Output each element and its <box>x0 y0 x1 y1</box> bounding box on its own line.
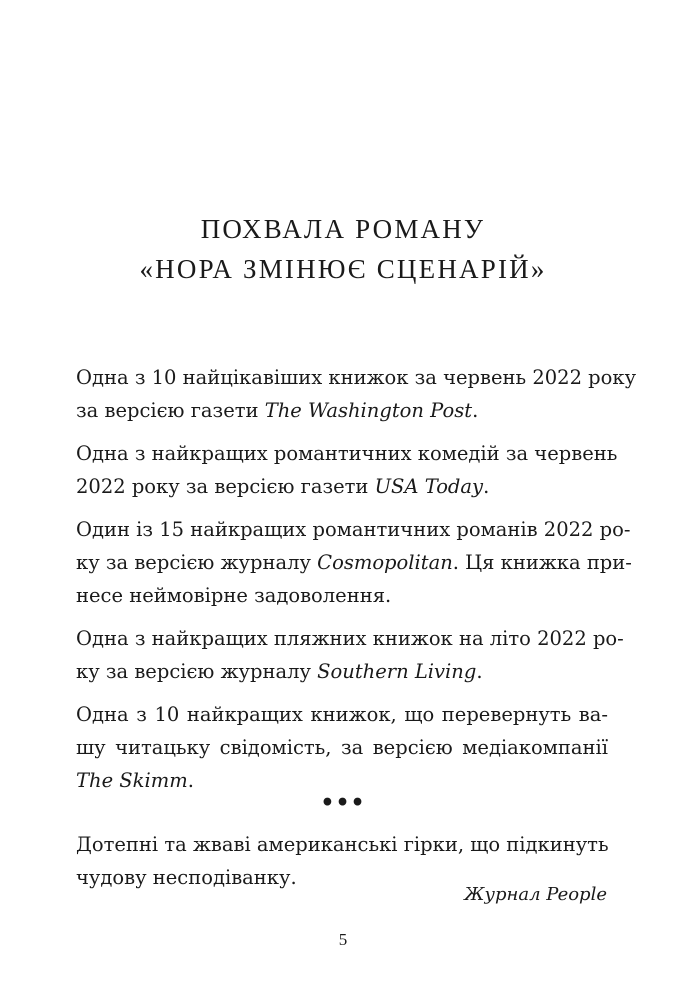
heading-line-1: ПОХВАЛА РОМАНУ <box>200 214 486 244</box>
quote-line: чудову несподіванку. <box>76 866 297 889</box>
praise-line <box>76 394 608 427</box>
praise-text: . <box>472 399 479 422</box>
praise-line: Одна з найкращих пляжних книжок на літо 2022 ро- <box>76 627 624 650</box>
praise-line: Одна з 10 найкращих книжок, що перевернуть ва- <box>76 703 608 726</box>
quote-line: Дотепні та жваві американські гірки, що підкинуть <box>76 833 609 856</box>
section-separator: ••• <box>320 790 366 816</box>
praise-text: 2022 року за версією газети <box>76 475 375 498</box>
praise-line: шу читацьку свідомість, за версією медіакомпанії <box>76 736 608 759</box>
praise-source: The Washington Post <box>264 399 473 422</box>
praise-line <box>76 546 632 579</box>
praise-item <box>76 622 624 688</box>
praise-line <box>76 470 608 503</box>
praise-item <box>76 361 637 427</box>
praise-text: . Ця книжка при- <box>452 551 632 574</box>
praise-text: . <box>476 660 483 683</box>
praise-line: Одна з 10 найцікавіших книжок за червень 2022 року <box>76 366 637 389</box>
praise-line: несе неймовірне задоволення. <box>76 584 392 607</box>
attribution-text: Журнал <box>464 884 547 905</box>
praise-line <box>76 655 608 688</box>
praise-text: ку за версією журналу <box>76 660 318 683</box>
praise-text: ку за версією журналу <box>76 551 318 574</box>
praise-source: Southern Living <box>317 660 477 683</box>
praise-item <box>76 437 618 503</box>
praise-line: Один із 15 найкращих романтичних романів 2022 ро- <box>76 518 631 541</box>
praise-text: за версією газети <box>76 399 265 422</box>
praise-text: . <box>483 475 490 498</box>
praise-source: USA Today <box>374 475 484 498</box>
praise-item <box>76 698 608 797</box>
praise-text: . <box>187 769 194 792</box>
attribution-source: People <box>546 884 607 905</box>
praise-line: Одна з найкращих романтичних комедій за червень <box>76 442 618 465</box>
praise-source: The Skimm <box>76 769 188 792</box>
quote-attribution <box>464 884 607 905</box>
page-number: 5 <box>338 930 348 949</box>
heading-line-2: «НОРА ЗМІНЮЄ СЦЕНАРІЙ» <box>139 254 547 284</box>
praise-item <box>76 513 632 612</box>
praise-source: Cosmopolitan <box>317 551 453 574</box>
